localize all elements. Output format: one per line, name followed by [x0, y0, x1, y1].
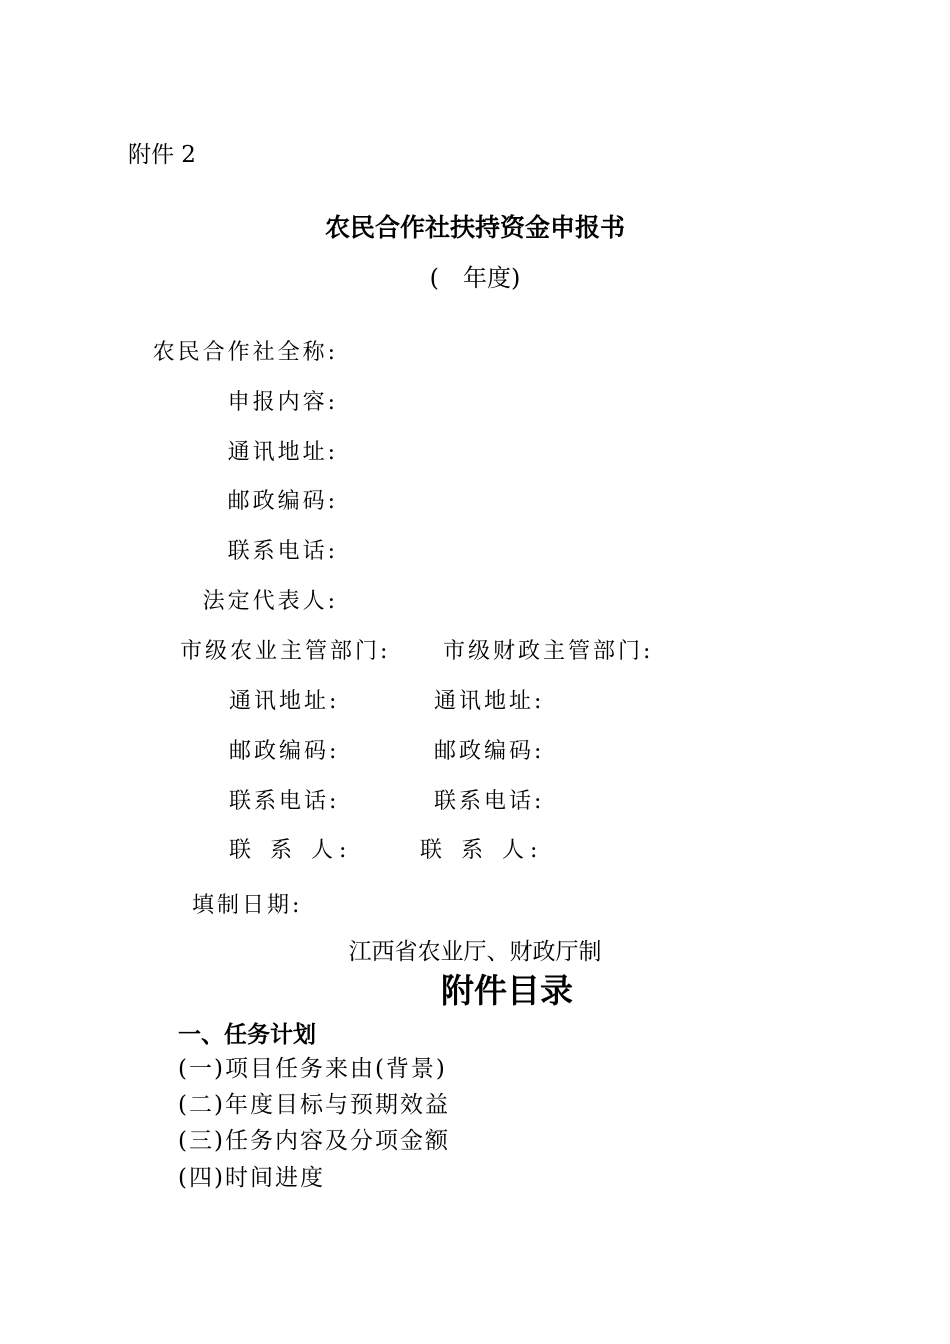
finance-contact-label: 联 系 人: [420, 838, 544, 863]
document-title: 农民合作社扶持资金申报书 [324, 213, 625, 242]
toc-item: (四)时间进度 [178, 1165, 325, 1191]
fill-date-label: 填制日期: [192, 893, 303, 918]
toc-item: (一)项目任务来由(背景) [178, 1056, 447, 1082]
coop-phone-label: 联系电话: [227, 539, 338, 564]
finance-dept-header: 市级财政主管部门: [443, 639, 654, 664]
coop-postcode-label: 邮政编码: [227, 489, 338, 514]
finance-postcode-label: 邮政编码: [434, 739, 545, 764]
toc-item: (三)任务内容及分项金额 [178, 1128, 450, 1154]
toc-section-heading: 一、任务计划 [178, 1022, 316, 1048]
coop-full-name-label: 农民合作社全称: [152, 340, 338, 365]
year-line: ( 年度) [429, 264, 521, 292]
finance-phone-label: 联系电话: [434, 789, 545, 814]
finance-address-label: 通讯地址: [434, 689, 545, 714]
apply-content-label: 申报内容: [227, 390, 338, 415]
issuer-line: 江西省农业厅、财政厅制 [348, 939, 602, 965]
toc-item: (二)年度目标与预期效益 [178, 1092, 450, 1118]
agri-phone-label: 联系电话: [229, 789, 340, 814]
agri-dept-header: 市级农业主管部门: [180, 639, 391, 664]
legal-rep-label: 法定代表人: [202, 589, 338, 614]
toc-title: 附件目录 [441, 971, 573, 1010]
agri-address-label: 通讯地址: [229, 689, 340, 714]
agri-postcode-label: 邮政编码: [229, 739, 340, 764]
coop-address-label: 通讯地址: [227, 440, 338, 465]
agri-contact-label: 联 系 人: [229, 838, 353, 863]
attachment-label: 附件 2 [128, 142, 196, 168]
